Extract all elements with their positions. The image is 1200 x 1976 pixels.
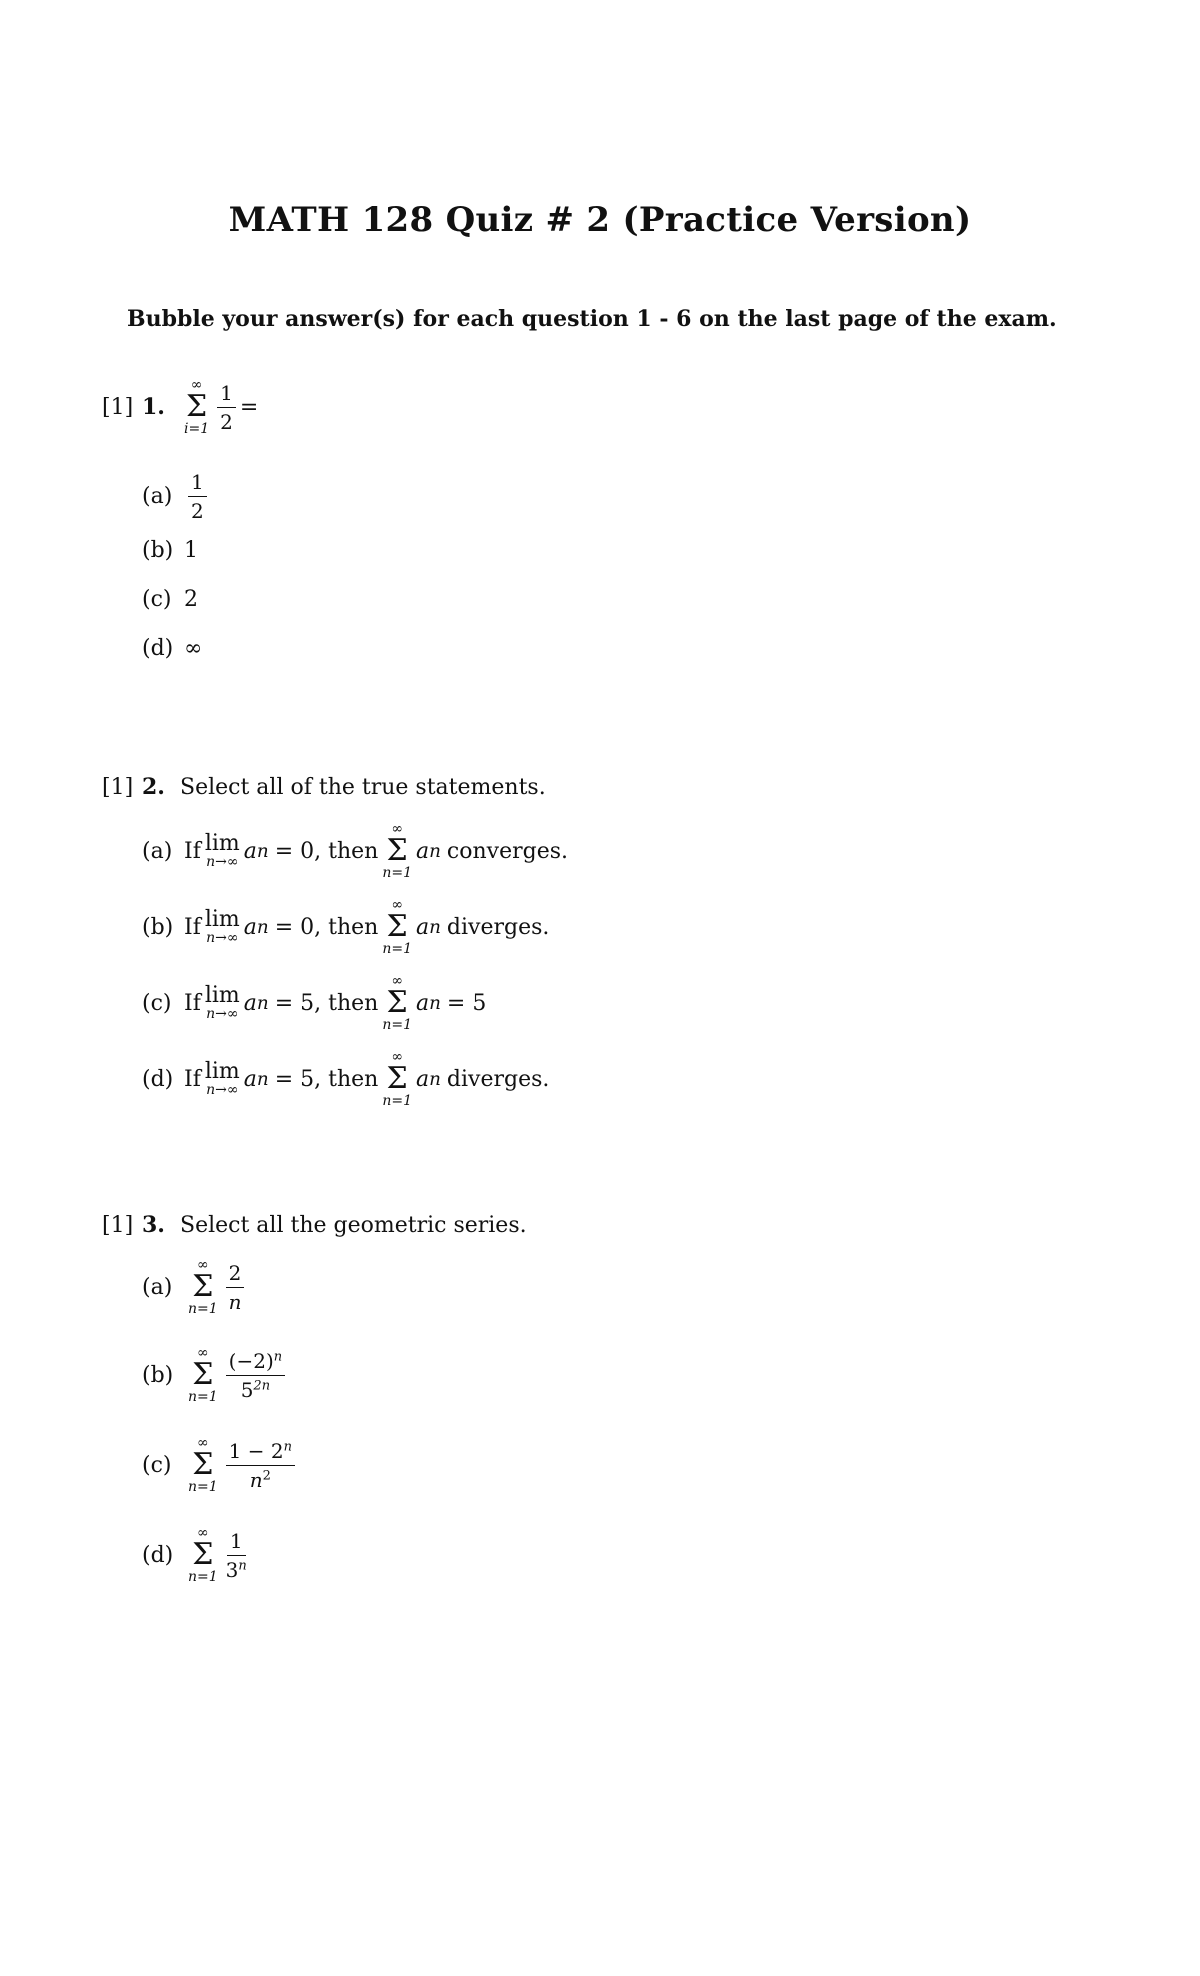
q1-option-b[interactable]: (b) 1: [142, 538, 198, 563]
fraction: $\frac{1}{2}$: [217, 381, 236, 434]
question-number: 3.: [142, 1212, 165, 1238]
q1-option-d[interactable]: (d) ∞: [142, 636, 203, 661]
points-label: [1]: [102, 774, 134, 800]
q2-option-a[interactable]: (a) If lim n→∞ a n = 0, then ∞ Σ n=1 a n converges.: [142, 821, 569, 881]
page-title: MATH 128 Quiz # 2 (Practice Version): [228, 200, 972, 240]
q1-option-c[interactable]: (c) 2: [142, 587, 198, 612]
question-prompt: Select all the geometric series.: [180, 1212, 527, 1238]
question-prompt: Select all of the true statements.: [180, 774, 546, 800]
q1-option-a[interactable]: (a) $\frac{1}{2}$: [142, 470, 211, 523]
question-1: [1] 1. ∞ Σ i=1 $\frac{1}{2}$ =: [102, 377, 259, 437]
question-2: [102, 774, 546, 800]
q3-option-b[interactable]: (b) ∞ Σ n=1 $\frac{(-2)^n}{5^{2n}}$: [142, 1346, 289, 1404]
summation: ∞ Σ i=1: [184, 377, 210, 437]
question-number: 1.: [142, 394, 165, 420]
q3-option-a[interactable]: (a) ∞ Σ n=1 $\frac{2}{n}$: [142, 1258, 248, 1316]
points-label: [1]: [102, 1212, 134, 1238]
points-label: [1]: [102, 394, 134, 420]
q3-option-c[interactable]: (c) ∞ Σ n=1 $\frac{1 - 2^n}{n^2}$: [142, 1436, 299, 1494]
q3-option-d[interactable]: (d) ∞ Σ n=1 $\frac{1}{3^n}$: [142, 1525, 247, 1585]
q2-option-b[interactable]: (b) If lim n→∞ a n = 0, then ∞ Σ n=1 a n diverges.: [142, 897, 550, 957]
question-3: [102, 1212, 527, 1238]
q2-option-d[interactable]: (d) If lim n→∞ a n = 5, then ∞ Σ n=1 a n diverges.: [142, 1049, 550, 1109]
question-number: 2.: [142, 774, 165, 800]
instructions: Bubble your answer(s) for each question 1 - 6 on the last page of the exam.: [127, 306, 1057, 332]
q2-option-c[interactable]: (c) If lim n→∞ a n = 5, then ∞ Σ n=1 a n = 5: [142, 973, 487, 1033]
